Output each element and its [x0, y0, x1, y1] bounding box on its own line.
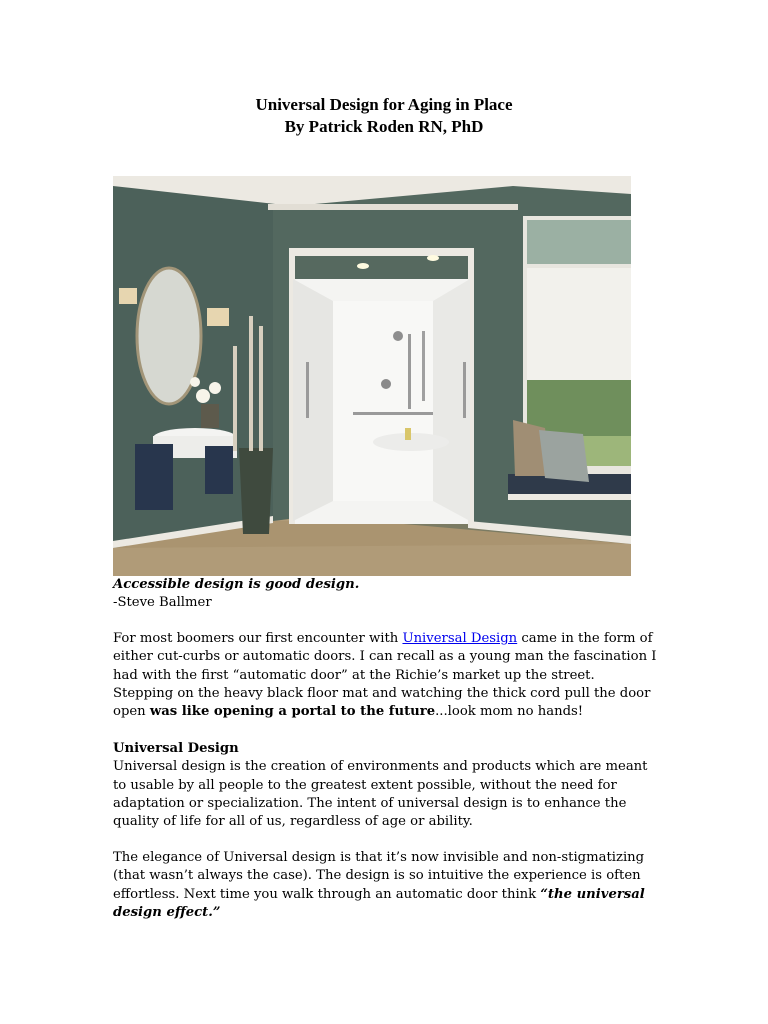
intro-text: For most boomers our first encounter with — [113, 631, 403, 646]
document-title — [0, 94, 768, 138]
author-line: By Patrick Roden RN, PhD — [284, 117, 484, 136]
quote-block — [113, 576, 658, 613]
quote-attribution: -Steve Ballmer — [113, 595, 212, 611]
intro-text-end: ...look mom no hands! — [435, 704, 584, 720]
title-line: Universal Design for Aging in Place — [255, 95, 513, 114]
intro-paragraph — [113, 630, 658, 721]
quote-text: Accessible design is good design. — [113, 577, 360, 592]
closing-emphasis: “the universal design effect.” — [113, 886, 645, 920]
bathroom-photo — [113, 176, 631, 576]
universal-design-link[interactable]: Universal Design — [402, 631, 518, 646]
section-heading: Universal Design — [113, 741, 239, 756]
intro-bold-text: was like opening a portal to the future — [149, 704, 436, 720]
intro-text-continued: came in the form of either cut-curbs or automatic doors. I can recall as a young man the fascination I had with the first “automatic door” at the Richie’s market up the street. Stepping on the heavy black floor mat and watching the thick cord pull the door open — [113, 631, 657, 720]
closing-paragraph — [113, 849, 658, 922]
section-text: Universal design is the creation of environments and products which are meant to usable by all people to the greatest extent possible, without the need for adaptation or specialization. The intent of universal design is to enhance the quality of life for all of us, regardless of age or ability. — [113, 759, 648, 830]
closing-text: The elegance of Universal design is that it’s now invisible and non-stigmatizing (that wasn’t always the case). The design is so intuitive the experience is often effortless. Next time you walk through an automatic door think — [113, 850, 645, 902]
universal-design-section — [113, 740, 658, 831]
